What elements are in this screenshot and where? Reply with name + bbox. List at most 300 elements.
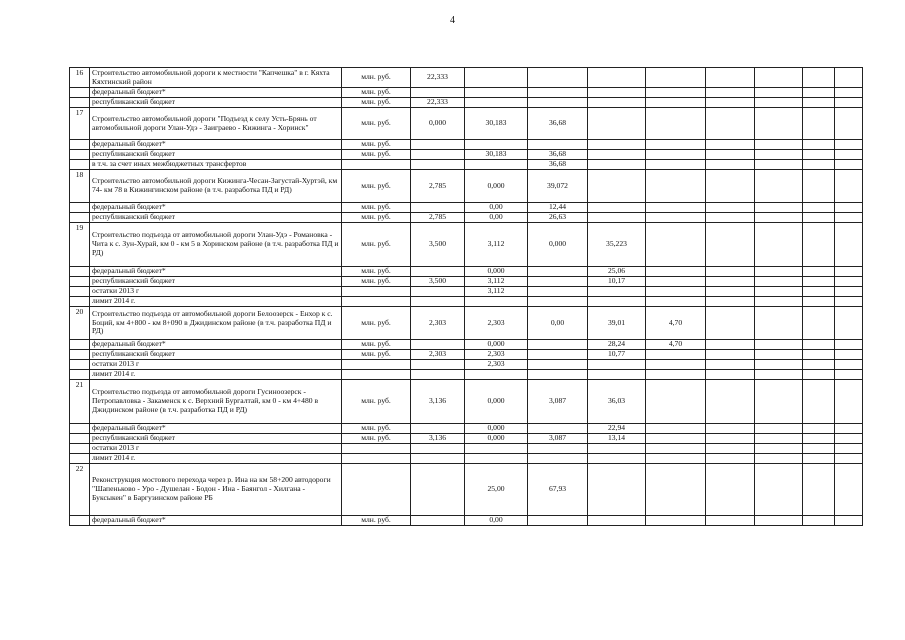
- value-cell: [528, 350, 588, 360]
- unit-cell: [342, 360, 411, 370]
- value-cell: [755, 424, 803, 434]
- value-cell: [706, 350, 755, 360]
- value-cell: [835, 223, 863, 267]
- value-cell: 35,223: [588, 223, 646, 267]
- unit-cell: млн. руб.: [342, 223, 411, 267]
- value-cell: 2,303: [465, 307, 528, 340]
- value-cell: [835, 340, 863, 350]
- value-cell: [588, 287, 646, 297]
- value-cell: [465, 454, 528, 464]
- item-name: республиканский бюджет: [90, 350, 342, 360]
- funding-row: [70, 287, 863, 297]
- funding-row: [70, 454, 863, 464]
- value-cell: [706, 213, 755, 223]
- value-cell: [835, 360, 863, 370]
- value-cell: 0,000: [465, 340, 528, 350]
- unit-cell: млн. руб.: [342, 434, 411, 444]
- unit-cell: [342, 160, 411, 170]
- value-cell: [835, 297, 863, 307]
- value-cell: [646, 223, 706, 267]
- value-cell: [755, 98, 803, 108]
- value-cell: [588, 516, 646, 526]
- value-cell: 30,183: [465, 150, 528, 160]
- value-cell: [835, 203, 863, 213]
- item-name: Строительство подъезда от автомобильной дороги Улан-Удэ - Романовка - Чита к с. Зун-Хурай, км 0 - км 5 в Хоринском районе (в т.ч. разработка ПД и РД): [90, 223, 342, 267]
- item-name: Строительство подъезда от автомобильной дороги Белоозерск - Енхор к с. Боций, км 4+800 - км 8+090 в Джидинском районе (в т.ч. разработка ПД и РД): [90, 307, 342, 340]
- item-name: республиканский бюджет: [90, 150, 342, 160]
- project-row: [70, 170, 863, 203]
- value-cell: [706, 360, 755, 370]
- value-cell: [646, 350, 706, 360]
- value-cell: [646, 150, 706, 160]
- row-number: [70, 140, 90, 150]
- value-cell: 36,68: [528, 160, 588, 170]
- value-cell: 0,000: [465, 380, 528, 424]
- row-number: [70, 340, 90, 350]
- value-cell: [646, 516, 706, 526]
- value-cell: [803, 88, 835, 98]
- value-cell: 2,303: [465, 350, 528, 360]
- unit-cell: млн. руб.: [342, 203, 411, 213]
- item-name: Строительство автомобильной дороги "Подъезд к селу Усть-Брянь от автомобильной дороги Улан-Удэ - Заиграево - Кижинга - Хоринск": [90, 108, 342, 140]
- value-cell: [528, 68, 588, 88]
- item-name: лимит 2014 г.: [90, 370, 342, 380]
- value-cell: [706, 297, 755, 307]
- value-cell: [411, 287, 465, 297]
- value-cell: [646, 68, 706, 88]
- value-cell: 10,17: [588, 277, 646, 287]
- funding-row: [70, 160, 863, 170]
- value-cell: [465, 68, 528, 88]
- value-cell: [706, 370, 755, 380]
- item-name: республиканский бюджет: [90, 98, 342, 108]
- value-cell: 0,000: [411, 108, 465, 140]
- value-cell: [803, 287, 835, 297]
- value-cell: [755, 170, 803, 203]
- value-cell: [755, 140, 803, 150]
- value-cell: 0,00: [465, 516, 528, 526]
- value-cell: [646, 160, 706, 170]
- value-cell: [835, 424, 863, 434]
- value-cell: [411, 340, 465, 350]
- value-cell: [835, 213, 863, 223]
- value-cell: [646, 170, 706, 203]
- row-number: [70, 350, 90, 360]
- value-cell: [835, 516, 863, 526]
- value-cell: [755, 108, 803, 140]
- value-cell: [835, 108, 863, 140]
- value-cell: [528, 297, 588, 307]
- project-row: [70, 464, 863, 516]
- value-cell: 3,112: [465, 223, 528, 267]
- value-cell: [411, 424, 465, 434]
- value-cell: [755, 223, 803, 267]
- value-cell: [411, 464, 465, 516]
- value-cell: [588, 360, 646, 370]
- value-cell: 0,00: [465, 213, 528, 223]
- value-cell: [835, 464, 863, 516]
- value-cell: [588, 88, 646, 98]
- unit-cell: млн. руб.: [342, 277, 411, 287]
- value-cell: [755, 287, 803, 297]
- value-cell: [588, 370, 646, 380]
- value-cell: [646, 88, 706, 98]
- unit-cell: млн. руб.: [342, 213, 411, 223]
- unit-cell: [342, 370, 411, 380]
- value-cell: [465, 370, 528, 380]
- value-cell: [803, 380, 835, 424]
- row-number: [70, 444, 90, 454]
- value-cell: [588, 160, 646, 170]
- item-name: федеральный бюджет*: [90, 516, 342, 526]
- unit-cell: млн. руб.: [342, 88, 411, 98]
- row-number: [70, 434, 90, 444]
- value-cell: [528, 454, 588, 464]
- item-name: федеральный бюджет*: [90, 424, 342, 434]
- value-cell: [706, 307, 755, 340]
- value-cell: [646, 277, 706, 287]
- value-cell: [755, 350, 803, 360]
- value-cell: [755, 370, 803, 380]
- project-row: [70, 307, 863, 340]
- value-cell: [411, 444, 465, 454]
- value-cell: [646, 380, 706, 424]
- value-cell: 2,785: [411, 213, 465, 223]
- value-cell: [528, 277, 588, 287]
- unit-cell: млн. руб.: [342, 350, 411, 360]
- value-cell: [528, 267, 588, 277]
- value-cell: [646, 370, 706, 380]
- value-cell: 0,00: [465, 203, 528, 213]
- value-cell: [706, 68, 755, 88]
- value-cell: [803, 150, 835, 160]
- value-cell: [755, 307, 803, 340]
- row-number: 17: [70, 108, 90, 140]
- value-cell: 67,93: [528, 464, 588, 516]
- value-cell: [706, 108, 755, 140]
- unit-cell: млн. руб.: [342, 380, 411, 424]
- value-cell: [588, 454, 646, 464]
- value-cell: 25,06: [588, 267, 646, 277]
- value-cell: [755, 380, 803, 424]
- value-cell: 3,500: [411, 277, 465, 287]
- value-cell: [528, 340, 588, 350]
- item-name: федеральный бюджет*: [90, 203, 342, 213]
- value-cell: [646, 360, 706, 370]
- value-cell: [803, 98, 835, 108]
- value-cell: [588, 68, 646, 88]
- value-cell: [835, 370, 863, 380]
- funding-row: [70, 370, 863, 380]
- value-cell: [706, 140, 755, 150]
- funding-row: [70, 340, 863, 350]
- value-cell: [706, 277, 755, 287]
- unit-cell: млн. руб.: [342, 98, 411, 108]
- value-cell: 28,24: [588, 340, 646, 350]
- value-cell: 13,14: [588, 434, 646, 444]
- value-cell: [588, 464, 646, 516]
- value-cell: [803, 464, 835, 516]
- table-body: [70, 68, 863, 526]
- value-cell: 3,087: [528, 434, 588, 444]
- value-cell: [588, 203, 646, 213]
- value-cell: [411, 454, 465, 464]
- item-name: республиканский бюджет: [90, 277, 342, 287]
- project-row: [70, 68, 863, 88]
- value-cell: [803, 454, 835, 464]
- value-cell: [528, 140, 588, 150]
- value-cell: [706, 340, 755, 350]
- value-cell: [411, 88, 465, 98]
- value-cell: [411, 370, 465, 380]
- value-cell: [411, 140, 465, 150]
- value-cell: 39,01: [588, 307, 646, 340]
- value-cell: [755, 150, 803, 160]
- row-number: [70, 360, 90, 370]
- item-name: Строительство подъезда от автомобильной дороги Гусиноозерск - Петропавловка - Закаменск к с. Верхний Бургалтай, км 0 - км 4+480 в Джидинском районе (в т.ч. разработка ПД и РД): [90, 380, 342, 424]
- value-cell: [588, 213, 646, 223]
- row-number: 16: [70, 68, 90, 88]
- value-cell: [803, 203, 835, 213]
- item-name: федеральный бюджет*: [90, 340, 342, 350]
- value-cell: [803, 516, 835, 526]
- item-name: республиканский бюджет: [90, 434, 342, 444]
- value-cell: [835, 170, 863, 203]
- unit-cell: млн. руб.: [342, 340, 411, 350]
- value-cell: [835, 380, 863, 424]
- value-cell: [835, 88, 863, 98]
- value-cell: [465, 140, 528, 150]
- row-number: [70, 424, 90, 434]
- value-cell: [706, 223, 755, 267]
- funding-row: [70, 360, 863, 370]
- value-cell: 2,303: [465, 360, 528, 370]
- row-number: [70, 516, 90, 526]
- value-cell: 3,112: [465, 287, 528, 297]
- unit-cell: млн. руб.: [342, 150, 411, 160]
- row-number: [70, 277, 90, 287]
- value-cell: 0,000: [465, 170, 528, 203]
- funding-row: [70, 516, 863, 526]
- value-cell: 30,183: [465, 108, 528, 140]
- row-number: [70, 454, 90, 464]
- value-cell: 2,303: [411, 307, 465, 340]
- value-cell: 0,000: [465, 434, 528, 444]
- value-cell: [835, 68, 863, 88]
- item-name: Строительство автомобильной дороги Кижинга-Чесан-Загустай-Хуртэй, км 74- км 78 в Кижингинском районе (в т.ч. разработка ПД и РД): [90, 170, 342, 203]
- value-cell: [755, 213, 803, 223]
- value-cell: [803, 277, 835, 287]
- unit-cell: млн. руб.: [342, 267, 411, 277]
- value-cell: 0,000: [465, 267, 528, 277]
- value-cell: [803, 213, 835, 223]
- value-cell: [755, 454, 803, 464]
- item-name: Реконструкция мостового перехода через р. Ина на км 58+200 автодороги "Шапеньково - Уро - Душелан - Бодон - Ина - Баянгол - Хилгана - Буксыкен" в Баргузинском районе РБ: [90, 464, 342, 516]
- item-name: лимит 2014 г.: [90, 297, 342, 307]
- value-cell: [706, 434, 755, 444]
- value-cell: [755, 340, 803, 350]
- value-cell: [646, 108, 706, 140]
- item-name: Строительство автомобильной дороги к местности "Капчешка" в г. Кяхта Кяхтинский район: [90, 68, 342, 88]
- row-number: [70, 88, 90, 98]
- value-cell: [755, 297, 803, 307]
- unit-cell: млн. руб.: [342, 170, 411, 203]
- value-cell: [646, 287, 706, 297]
- value-cell: 12,44: [528, 203, 588, 213]
- value-cell: [755, 434, 803, 444]
- value-cell: [803, 160, 835, 170]
- value-cell: [646, 297, 706, 307]
- value-cell: [706, 287, 755, 297]
- value-cell: [528, 444, 588, 454]
- value-cell: 4,70: [646, 307, 706, 340]
- unit-cell: млн. руб.: [342, 108, 411, 140]
- unit-cell: [342, 444, 411, 454]
- value-cell: 26,63: [528, 213, 588, 223]
- funding-row: [70, 424, 863, 434]
- value-cell: 3,136: [411, 380, 465, 424]
- row-number: [70, 370, 90, 380]
- funding-row: [70, 98, 863, 108]
- value-cell: [803, 424, 835, 434]
- funding-row: [70, 444, 863, 454]
- value-cell: [835, 267, 863, 277]
- value-cell: [706, 424, 755, 434]
- unit-cell: [342, 297, 411, 307]
- row-number: 20: [70, 307, 90, 340]
- value-cell: [528, 516, 588, 526]
- unit-cell: млн. руб.: [342, 68, 411, 88]
- value-cell: [528, 360, 588, 370]
- value-cell: [588, 108, 646, 140]
- value-cell: 0,00: [528, 307, 588, 340]
- row-number: [70, 287, 90, 297]
- value-cell: [835, 454, 863, 464]
- value-cell: [835, 140, 863, 150]
- value-cell: [528, 98, 588, 108]
- funding-row: [70, 267, 863, 277]
- row-number: [70, 160, 90, 170]
- value-cell: [803, 360, 835, 370]
- value-cell: [803, 370, 835, 380]
- value-cell: [706, 444, 755, 454]
- value-cell: [835, 444, 863, 454]
- value-cell: [803, 140, 835, 150]
- value-cell: [411, 297, 465, 307]
- value-cell: [706, 170, 755, 203]
- row-number: [70, 150, 90, 160]
- value-cell: [646, 434, 706, 444]
- unit-cell: млн. руб.: [342, 307, 411, 340]
- value-cell: [588, 98, 646, 108]
- value-cell: [755, 277, 803, 287]
- row-number: 18: [70, 170, 90, 203]
- value-cell: [835, 98, 863, 108]
- value-cell: [465, 160, 528, 170]
- value-cell: [755, 516, 803, 526]
- value-cell: [835, 434, 863, 444]
- value-cell: [706, 98, 755, 108]
- value-cell: [465, 297, 528, 307]
- value-cell: [646, 444, 706, 454]
- unit-cell: [342, 464, 411, 516]
- funding-row: [70, 140, 863, 150]
- item-name: остатки 2013 г: [90, 287, 342, 297]
- value-cell: 3,136: [411, 434, 465, 444]
- funding-row: [70, 350, 863, 360]
- value-cell: [803, 444, 835, 454]
- value-cell: [835, 277, 863, 287]
- value-cell: [588, 170, 646, 203]
- value-cell: [706, 380, 755, 424]
- row-number: 19: [70, 223, 90, 267]
- page-number: 4: [450, 15, 455, 26]
- value-cell: 0,000: [465, 424, 528, 434]
- value-cell: [465, 88, 528, 98]
- value-cell: 2,785: [411, 170, 465, 203]
- funding-row: [70, 213, 863, 223]
- value-cell: [411, 267, 465, 277]
- value-cell: [646, 140, 706, 150]
- value-cell: [803, 297, 835, 307]
- value-cell: [755, 203, 803, 213]
- value-cell: [646, 464, 706, 516]
- value-cell: [803, 223, 835, 267]
- value-cell: [465, 98, 528, 108]
- value-cell: [706, 454, 755, 464]
- value-cell: [588, 444, 646, 454]
- value-cell: [588, 297, 646, 307]
- value-cell: [706, 267, 755, 277]
- row-number: [70, 203, 90, 213]
- value-cell: [803, 68, 835, 88]
- value-cell: 10,77: [588, 350, 646, 360]
- value-cell: [755, 444, 803, 454]
- value-cell: 3,087: [528, 380, 588, 424]
- value-cell: 39,072: [528, 170, 588, 203]
- value-cell: [803, 170, 835, 203]
- unit-cell: [342, 287, 411, 297]
- value-cell: 22,333: [411, 68, 465, 88]
- value-cell: [465, 444, 528, 454]
- row-number: [70, 213, 90, 223]
- value-cell: 22,94: [588, 424, 646, 434]
- value-cell: [646, 424, 706, 434]
- value-cell: 3,112: [465, 277, 528, 287]
- item-name: остатки 2013 г: [90, 444, 342, 454]
- value-cell: [646, 203, 706, 213]
- value-cell: [646, 267, 706, 277]
- value-cell: [803, 307, 835, 340]
- value-cell: [706, 88, 755, 98]
- funding-row: [70, 277, 863, 287]
- value-cell: [646, 454, 706, 464]
- value-cell: [803, 340, 835, 350]
- item-name: в т.ч. за счет иных межбюджетных трансфертов: [90, 160, 342, 170]
- value-cell: [706, 464, 755, 516]
- item-name: республиканский бюджет: [90, 213, 342, 223]
- value-cell: [755, 360, 803, 370]
- funding-row: [70, 434, 863, 444]
- value-cell: [411, 150, 465, 160]
- value-cell: [835, 287, 863, 297]
- row-number: [70, 267, 90, 277]
- value-cell: [706, 150, 755, 160]
- value-cell: 0,000: [528, 223, 588, 267]
- value-cell: 3,500: [411, 223, 465, 267]
- value-cell: [646, 213, 706, 223]
- value-cell: 36,68: [528, 108, 588, 140]
